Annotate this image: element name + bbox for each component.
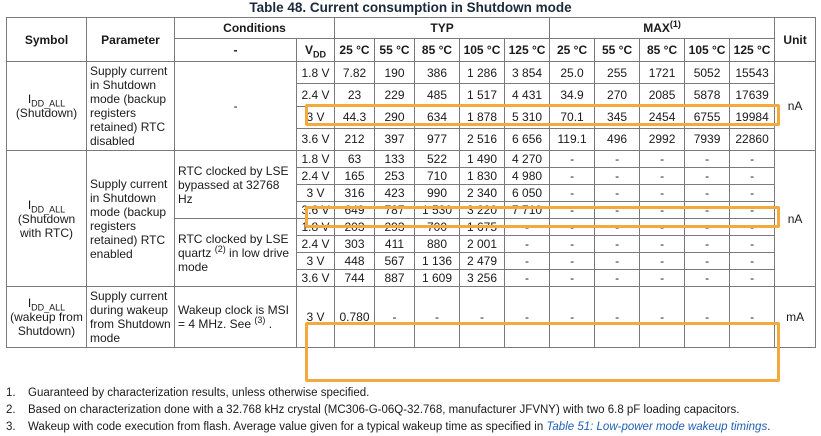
max-cell: - — [550, 253, 595, 270]
vdd-cell: 3 V — [297, 106, 335, 128]
table-row — [7, 287, 816, 348]
max-cell: - — [550, 270, 595, 287]
header-vdd: $V_{DD}$ — [297, 39, 335, 62]
vdd-cell: 1.8 V — [297, 62, 335, 84]
max-cell: 6755 — [685, 106, 730, 128]
typ-cell: 1 878 — [460, 106, 505, 128]
typ-cell: 3 220 — [460, 202, 505, 219]
typ-cell: - — [505, 219, 550, 236]
condition-cell: Wakeup clock is MSI = 4 MHz. See $^{(3)}$ . — [175, 287, 297, 348]
typ-cell: 386 — [415, 62, 460, 84]
typ-cell: 397 — [375, 128, 415, 150]
max-cell: 15543 — [730, 62, 775, 84]
typ-cell: 3 256 — [460, 270, 505, 287]
max-cell: 345 — [595, 106, 640, 128]
max-cell: - — [685, 202, 730, 219]
max-cell: 2454 — [640, 106, 685, 128]
max-cell: - — [730, 236, 775, 253]
header-typ-25: 25 °C — [335, 39, 375, 62]
typ-cell: 303 — [335, 236, 375, 253]
typ-cell: 2 340 — [460, 185, 505, 202]
header-max-55: 55 °C — [595, 39, 640, 62]
unit-cell: nA — [775, 62, 816, 151]
header-typ-105: 105 °C — [460, 39, 505, 62]
vdd-cell: 3 V — [297, 185, 335, 202]
header-typ-55: 55 °C — [375, 39, 415, 62]
max-cell: - — [640, 168, 685, 185]
max-cell: 17639 — [730, 84, 775, 106]
typ-cell: 133 — [375, 151, 415, 168]
typ-cell: - — [375, 287, 415, 348]
max-cell: - — [550, 151, 595, 168]
typ-cell: 710 — [415, 168, 460, 185]
max-cell: 270 — [595, 84, 640, 106]
current-consumption-table — [6, 17, 816, 348]
header-max-85: 85 °C — [640, 39, 685, 62]
typ-cell: 411 — [375, 236, 415, 253]
vdd-cell: 3.6 V — [297, 202, 335, 219]
footnote-2: 2. Based on characterization done with a 32.768 kHz crystal (MC306-G-06Q-32.768, manufacturer JFVNY) with two 6.8 pF loading capacitors. — [6, 404, 740, 416]
max-cell: - — [640, 236, 685, 253]
max-cell: - — [595, 151, 640, 168]
max-cell: - — [685, 236, 730, 253]
typ-cell: 63 — [335, 151, 375, 168]
vdd-cell: 1.8 V — [297, 151, 335, 168]
max-cell: - — [730, 219, 775, 236]
max-cell: - — [730, 270, 775, 287]
typ-cell: 190 — [375, 62, 415, 84]
max-cell: - — [595, 202, 640, 219]
typ-cell: 316 — [335, 185, 375, 202]
typ-cell: 990 — [415, 185, 460, 202]
footnotes — [6, 385, 770, 436]
max-cell: - — [595, 168, 640, 185]
typ-cell: 787 — [375, 202, 415, 219]
typ-cell: 1 675 — [460, 219, 505, 236]
typ-cell: 2 479 — [460, 253, 505, 270]
symbol-cell: $I_{DD\_ALL}$ (Shutdown with RTC) — [7, 151, 87, 287]
header-typ: TYP — [335, 18, 550, 39]
header-parameter: Parameter — [87, 18, 175, 62]
typ-cell: 0.780 — [335, 287, 375, 348]
typ-cell: 700 — [415, 219, 460, 236]
typ-cell: 3 854 — [505, 62, 550, 84]
vdd-cell: 3 V — [297, 253, 335, 270]
typ-cell: 887 — [375, 270, 415, 287]
header-max: MAX$^{(1)}$ — [550, 18, 775, 39]
max-cell: 34.9 — [550, 84, 595, 106]
max-cell: 25.0 — [550, 62, 595, 84]
max-cell: 5878 — [685, 84, 730, 106]
header-max-105: 105 °C — [685, 39, 730, 62]
header-unit: Unit — [775, 18, 816, 62]
typ-cell: 2 001 — [460, 236, 505, 253]
typ-cell: 253 — [375, 168, 415, 185]
max-cell: 7939 — [685, 128, 730, 150]
max-cell: - — [550, 168, 595, 185]
max-cell: - — [595, 219, 640, 236]
header-max-125: 125 °C — [730, 39, 775, 62]
max-cell: 1721 — [640, 62, 685, 84]
header-condition-dash: - — [175, 39, 297, 62]
max-cell: - — [595, 270, 640, 287]
max-cell: 119.1 — [550, 128, 595, 150]
unit-cell: nA — [775, 151, 816, 287]
max-cell: 22860 — [730, 128, 775, 150]
max-cell: - — [685, 270, 730, 287]
max-cell: - — [640, 219, 685, 236]
parameter-cell: Supply current in Shutdown mode (backup registers retained) RTC enabled — [87, 151, 175, 287]
typ-cell: 23 — [335, 84, 375, 106]
max-cell: - — [685, 253, 730, 270]
typ-cell: 6 050 — [505, 185, 550, 202]
footnote-3: 3. Wakeup with code execution from flash. Average value given for a typical wakeup time as specified in Table 51: Low-power mode wakeup timings. — [6, 421, 771, 433]
max-cell: 2992 — [640, 128, 685, 150]
typ-cell: - — [505, 287, 550, 348]
header-typ-85: 85 °C — [415, 39, 460, 62]
typ-cell: - — [460, 287, 505, 348]
symbol-cell: $I_{DD\_ALL}$ (Shutdown) — [7, 62, 87, 151]
max-cell: - — [640, 202, 685, 219]
typ-cell: 880 — [415, 236, 460, 253]
max-cell: - — [685, 287, 730, 348]
max-cell: - — [640, 253, 685, 270]
header-symbol: Symbol — [7, 18, 87, 62]
typ-cell: 1 517 — [460, 84, 505, 106]
typ-cell: 1 530 — [415, 202, 460, 219]
vdd-cell: 3.6 V — [297, 128, 335, 150]
footnote-1: 1. Guaranteed by characterization results, unless otherwise specified. — [6, 387, 370, 399]
typ-cell: - — [505, 236, 550, 253]
max-cell: - — [550, 219, 595, 236]
max-cell: - — [730, 168, 775, 185]
typ-cell: 1 136 — [415, 253, 460, 270]
typ-cell: 293 — [375, 219, 415, 236]
max-cell: - — [685, 168, 730, 185]
max-cell: - — [595, 253, 640, 270]
typ-cell: 649 — [335, 202, 375, 219]
typ-cell: 2 516 — [460, 128, 505, 150]
condition-cell: - — [175, 62, 297, 151]
table-title: Table 48. Current consumption in Shutdown mode — [249, 0, 572, 15]
typ-cell: - — [505, 253, 550, 270]
typ-cell: 290 — [375, 106, 415, 128]
max-cell: - — [685, 185, 730, 202]
max-cell: - — [595, 185, 640, 202]
typ-cell: 5 310 — [505, 106, 550, 128]
typ-cell: 485 — [415, 84, 460, 106]
typ-cell: 203 — [335, 219, 375, 236]
vdd-cell: 3.6 V — [297, 270, 335, 287]
table-row — [7, 62, 816, 84]
vdd-cell: 2.4 V — [297, 236, 335, 253]
max-cell: - — [640, 270, 685, 287]
unit-cell: mA — [775, 287, 816, 348]
max-cell: - — [730, 253, 775, 270]
max-cell: - — [550, 236, 595, 253]
max-cell: - — [730, 151, 775, 168]
max-cell: - — [730, 287, 775, 348]
header-max-25: 25 °C — [550, 39, 595, 62]
parameter-cell: Supply current in Shutdown mode (backup registers retained) RTC disabled — [87, 62, 175, 151]
max-cell: 5052 — [685, 62, 730, 84]
typ-cell: 7.82 — [335, 62, 375, 84]
typ-cell: 1 286 — [460, 62, 505, 84]
max-cell: 70.1 — [550, 106, 595, 128]
typ-cell: 567 — [375, 253, 415, 270]
max-cell: - — [550, 185, 595, 202]
max-cell: 2085 — [640, 84, 685, 106]
typ-cell: 212 — [335, 128, 375, 150]
vdd-cell: 1.8 V — [297, 219, 335, 236]
vdd-cell: 2.4 V — [297, 168, 335, 185]
max-cell: - — [730, 202, 775, 219]
typ-cell: 44.3 — [335, 106, 375, 128]
typ-cell: - — [415, 287, 460, 348]
max-cell: - — [595, 236, 640, 253]
symbol-cell: $I_{DD\_ALL}$ (wakeup from Shutdown) — [7, 287, 87, 348]
max-cell: - — [550, 287, 595, 348]
typ-cell: 522 — [415, 151, 460, 168]
typ-cell: 4 980 — [505, 168, 550, 185]
wakeup-timings-link[interactable]: Table 51: Low-power mode wakeup timings — [546, 421, 768, 433]
typ-cell: 4 270 — [505, 151, 550, 168]
max-cell: - — [640, 287, 685, 348]
typ-cell: 423 — [375, 185, 415, 202]
max-cell: - — [685, 219, 730, 236]
max-cell: - — [730, 185, 775, 202]
table-row — [7, 151, 816, 168]
max-cell: 496 — [595, 128, 640, 150]
typ-cell: 4 431 — [505, 84, 550, 106]
max-cell: - — [685, 151, 730, 168]
parameter-cell: Supply current during wakeup from Shutdown mode — [87, 287, 175, 348]
header-conditions: Conditions — [175, 18, 335, 39]
vdd-cell: 3 V — [297, 287, 335, 348]
typ-cell: 165 — [335, 168, 375, 185]
typ-cell: 1 830 — [460, 168, 505, 185]
typ-cell: 1 609 — [415, 270, 460, 287]
vdd-cell: 2.4 V — [297, 84, 335, 106]
typ-cell: 744 — [335, 270, 375, 287]
typ-cell: 6 656 — [505, 128, 550, 150]
max-cell: - — [640, 151, 685, 168]
condition-cell: RTC clocked by LSE quartz $^{(2)}$ in low drive mode — [175, 219, 297, 287]
typ-cell: 977 — [415, 128, 460, 150]
condition-cell: RTC clocked by LSE bypassed at 32768 Hz — [175, 151, 297, 219]
typ-cell: 1 490 — [460, 151, 505, 168]
typ-cell: 7 710 — [505, 202, 550, 219]
max-cell: - — [550, 202, 595, 219]
typ-cell: - — [505, 270, 550, 287]
typ-cell: 448 — [335, 253, 375, 270]
max-cell: 19984 — [730, 106, 775, 128]
max-cell: - — [595, 287, 640, 348]
max-cell: 255 — [595, 62, 640, 84]
max-cell: - — [640, 185, 685, 202]
typ-cell: 634 — [415, 106, 460, 128]
typ-cell: 229 — [375, 84, 415, 106]
header-typ-125: 125 °C — [505, 39, 550, 62]
